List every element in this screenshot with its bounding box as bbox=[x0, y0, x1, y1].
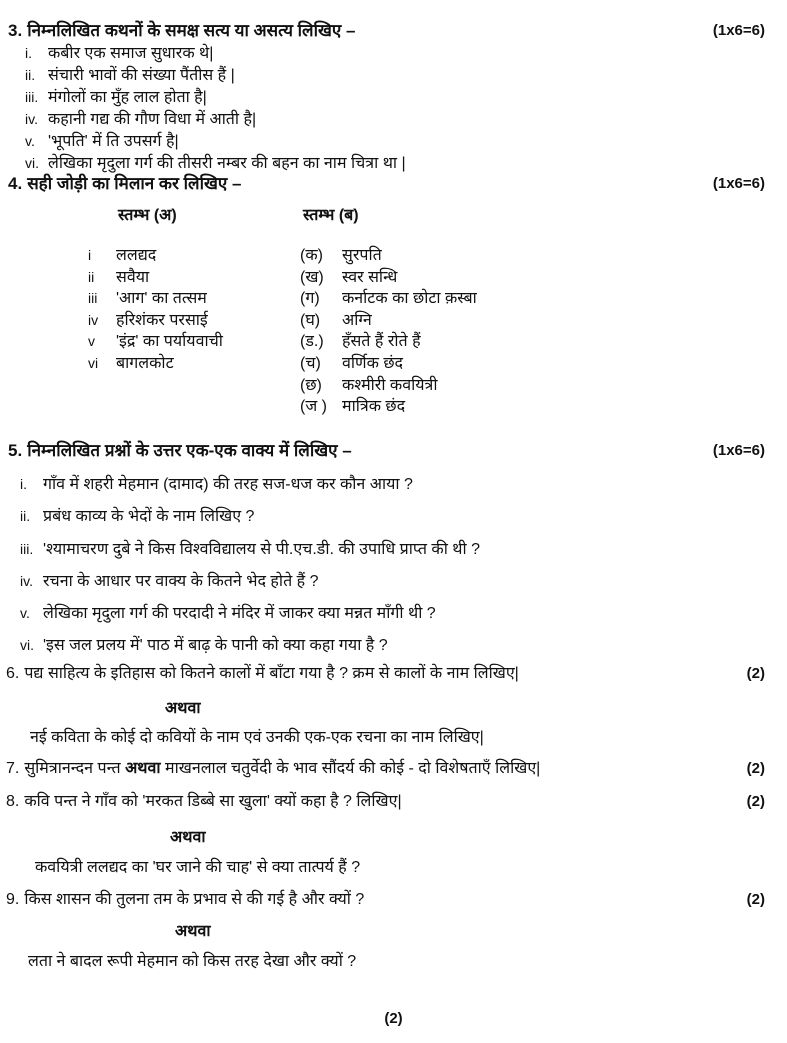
q3-item-text: कहानी गद्य की गौण विधा में आती है| bbox=[48, 111, 257, 128]
col-a-text: ललद्यद bbox=[116, 247, 157, 264]
question-3-header bbox=[8, 20, 355, 42]
q5-item bbox=[20, 634, 388, 657]
q3-item-text: संचारी भावों की संख्या पैंतीस हैं | bbox=[48, 67, 235, 84]
col-b-number: (ख) bbox=[300, 268, 324, 286]
table-row bbox=[88, 267, 477, 289]
q5-item bbox=[20, 570, 318, 593]
q3-item-number: v. bbox=[25, 133, 35, 149]
q3-item bbox=[25, 108, 256, 131]
table-row bbox=[88, 353, 477, 375]
q3-item-number: vi. bbox=[25, 155, 39, 171]
col-b-text: अग्नि bbox=[342, 311, 372, 329]
col-b-number: (ग) bbox=[300, 290, 320, 308]
question-3-number: 3. bbox=[8, 21, 23, 40]
table-row bbox=[88, 375, 477, 397]
table-row bbox=[88, 396, 477, 418]
col-a-text: 'इंद्र' का पर्यायवाची bbox=[116, 333, 223, 351]
col-b-text: सुरपति bbox=[342, 247, 382, 264]
q3-item-number: i. bbox=[25, 45, 32, 61]
col-b-text: मात्रिक छंद bbox=[342, 398, 406, 416]
q5-item-text: 'इस जल प्रलय में' पाठ में बाढ़ के पानी को क्या कहा गया है ? bbox=[43, 637, 388, 654]
question-4-title: सही जोड़ी का मिलान कर लिखिए – bbox=[27, 174, 242, 193]
question-7-text-before: सुमित्रानन्दन पन्त bbox=[24, 760, 126, 777]
q5-item bbox=[20, 473, 413, 496]
question-6-marks: (2) bbox=[746, 665, 765, 682]
col-a-text: बागलकोट bbox=[116, 354, 174, 372]
col-a-number: vi bbox=[88, 354, 99, 371]
col-a-text: 'आग' का तत्सम bbox=[116, 290, 207, 308]
col-b-number: (ज ) bbox=[300, 398, 327, 416]
column-b-header: स्तम्भ (ब) bbox=[303, 207, 359, 224]
col-b-number: (छ) bbox=[300, 376, 322, 394]
table-row bbox=[88, 288, 477, 310]
q3-item-number: iv. bbox=[25, 111, 38, 127]
q5-item-number: ii. bbox=[20, 508, 31, 524]
question-8-marks: (2) bbox=[746, 793, 765, 810]
q3-item-number: ii. bbox=[25, 67, 36, 83]
col-b-number: (ड.) bbox=[300, 333, 324, 351]
question-8-alternative: कवयित्री ललद्यद का 'घर जाने की चाह' से क्या तात्पर्य हैं ? bbox=[35, 859, 361, 876]
col-a-text bbox=[116, 375, 300, 397]
question-5-title: निम्नलिखित प्रश्नों के उत्तर एक-एक वाक्य में लिखिए – bbox=[27, 441, 352, 460]
col-a-number bbox=[88, 375, 116, 397]
col-a-number: ii bbox=[88, 268, 95, 285]
col-a-number: i bbox=[88, 247, 92, 263]
col-a-text bbox=[116, 396, 300, 418]
question-9-alternative: लता ने बादल रूपी मेहमान को किस तरह देखा और क्यों ? bbox=[28, 953, 357, 970]
question-9-number: 9. bbox=[6, 891, 20, 908]
question-6-alternative: नई कविता के कोई दो कवियों के नाम एवं उनकी एक-एक रचना का नाम लिखिए| bbox=[30, 729, 484, 746]
col-b-text: कश्मीरी कवयित्री bbox=[342, 376, 438, 394]
col-b-number: (च) bbox=[300, 354, 321, 372]
q5-item-number: iv. bbox=[20, 573, 33, 589]
col-b-text: स्वर सन्धि bbox=[342, 268, 398, 286]
col-b-text: वर्णिक छंद bbox=[342, 354, 404, 372]
page-number: (2) bbox=[384, 1010, 403, 1027]
q3-item-number: iii. bbox=[25, 89, 39, 105]
q5-item-number: vi. bbox=[20, 637, 34, 653]
q5-item-number: v. bbox=[20, 605, 30, 621]
q5-item bbox=[20, 538, 480, 561]
q3-item bbox=[25, 42, 213, 65]
col-a-text: सवैया bbox=[116, 268, 150, 286]
col-b-text: हँसते हैं रोते हैं bbox=[342, 333, 421, 351]
col-b-number: (क) bbox=[300, 247, 323, 264]
question-6 bbox=[6, 663, 519, 685]
question-5-marks: (1x6=6) bbox=[712, 442, 765, 459]
match-the-pairs-table bbox=[88, 245, 477, 418]
question-7-text-after: माखनलाल चतुर्वेदी के भाव सौंदर्य की कोई - दो विशेषताएँ लिखिए| bbox=[160, 760, 541, 777]
q3-item bbox=[25, 152, 406, 175]
question-8-or-label: अथवा bbox=[170, 829, 206, 846]
q5-item-number: i. bbox=[20, 476, 27, 492]
col-a-text: हरिशंकर परसाई bbox=[116, 311, 208, 329]
question-9 bbox=[6, 889, 364, 911]
question-8-number: 8. bbox=[6, 793, 20, 810]
q3-item-text: मंगोलों का मुँह लाल होता है| bbox=[48, 89, 207, 106]
q5-item-text: 'श्यामाचरण दुबे ने किस विश्वविद्यालय से पी.एच.डी. की उपाधि प्राप्त की थी ? bbox=[43, 541, 481, 558]
q3-item bbox=[25, 64, 235, 87]
question-7-or-word: अथवा bbox=[125, 760, 161, 777]
q5-item bbox=[20, 505, 254, 528]
q3-item bbox=[25, 130, 179, 153]
question-8-text: कवि पन्त ने गाँव को 'मरकत डिब्बे सा खुला' क्यों कहा है ? लिखिए| bbox=[24, 793, 402, 810]
col-a-number bbox=[88, 396, 116, 418]
q3-item-text: कबीर एक समाज सुधारक थे| bbox=[48, 45, 214, 62]
question-9-marks: (2) bbox=[746, 891, 765, 908]
table-row bbox=[88, 310, 477, 332]
q5-item-text: रचना के आधार पर वाक्य के कितने भेद होते हैं ? bbox=[43, 573, 319, 590]
col-b-text: कर्नाटक का छोटा क़स्बा bbox=[342, 290, 477, 308]
q5-item-text: लेखिका मृदुला गर्ग की परदादी ने मंदिर में जाकर क्या मन्नत माँगी थी ? bbox=[43, 605, 436, 622]
question-7-number: 7. bbox=[6, 760, 20, 777]
q5-item-text: प्रबंध काव्य के भेदों के नाम लिखिए ? bbox=[43, 508, 255, 525]
question-8 bbox=[6, 791, 402, 813]
table-row bbox=[88, 245, 477, 267]
col-a-number: iv bbox=[88, 311, 99, 328]
q5-item bbox=[20, 602, 436, 625]
q5-item-text: गाँव में शहरी मेहमान (दामाद) की तरह सज-धज कर कौन आया ? bbox=[43, 476, 413, 493]
question-4-marks: (1x6=6) bbox=[712, 175, 765, 192]
question-4-header bbox=[8, 173, 241, 195]
question-7-marks: (2) bbox=[746, 760, 765, 777]
q3-item bbox=[25, 86, 207, 109]
question-5-number: 5. bbox=[8, 441, 23, 460]
question-6-number: 6. bbox=[6, 665, 20, 682]
col-b-number: (घ) bbox=[300, 311, 321, 329]
question-6-text: पद्य साहित्य के इतिहास को कितने कालों में बाँटा गया है ? क्रम से कालों के नाम लिखिए| bbox=[24, 665, 519, 682]
question-9-text: किस शासन की तुलना तम के प्रभाव से की गई है और क्यों ? bbox=[24, 891, 365, 908]
q5-item-number: iii. bbox=[20, 541, 34, 557]
table-row bbox=[88, 331, 477, 353]
question-6-or-label: अथवा bbox=[165, 700, 201, 717]
question-7 bbox=[6, 758, 540, 780]
question-3-marks: (1x6=6) bbox=[712, 22, 765, 39]
question-4-number: 4. bbox=[8, 174, 23, 193]
q3-item-text: 'भूपति' में ति उपसर्ग है| bbox=[48, 133, 179, 150]
question-5-header bbox=[8, 440, 352, 462]
column-a-header: स्तम्भ (अ) bbox=[118, 207, 177, 224]
question-9-or-label: अथवा bbox=[175, 923, 211, 940]
col-a-number: v bbox=[88, 333, 95, 350]
question-3-title: निम्नलिखित कथनों के समक्ष सत्य या असत्य लिखिए – bbox=[27, 21, 356, 40]
col-a-number: iii bbox=[88, 290, 98, 307]
q3-item-text: लेखिका मृदुला गर्ग की तीसरी नम्बर की बहन का नाम चित्रा था | bbox=[48, 155, 406, 172]
